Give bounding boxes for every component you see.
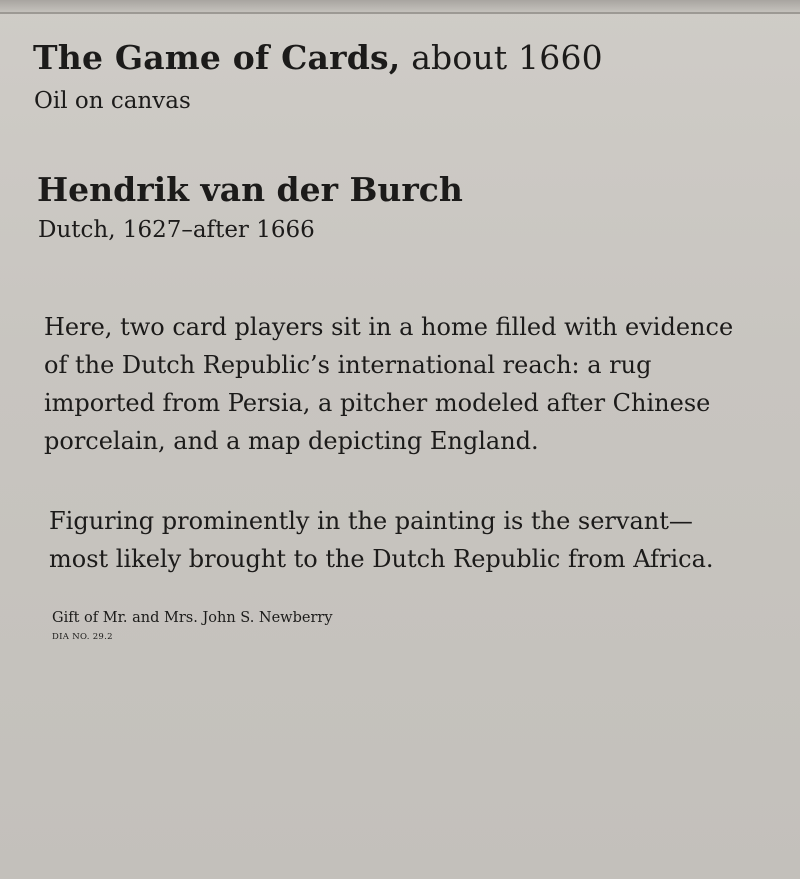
description-line: Figuring prominently in the painting is the servant— — [49, 507, 693, 535]
artwork-title-date: about 1660 — [411, 38, 603, 77]
artwork-title-name: The Game of Cards, — [33, 38, 401, 77]
artist-name: Hendrik van der Burch — [37, 170, 463, 209]
description-line: Here, two card players sit in a home filled with evidence — [44, 313, 734, 341]
artist-nationality-dates: Dutch, 1627–after 1666 — [38, 217, 315, 243]
label-top-divider — [0, 12, 800, 14]
accession-number: DIA NO. 29.2 — [52, 632, 113, 642]
description-paragraph-2 — [49, 502, 769, 578]
description-paragraph-1 — [44, 308, 764, 460]
description-line: most likely brought to the Dutch Republic from Africa. — [49, 545, 714, 573]
credit-line: Gift of Mr. and Mrs. John S. Newberry — [52, 610, 333, 626]
artwork-medium: Oil on canvas — [34, 88, 191, 114]
description-line: of the Dutch Republic’s international reach: a rug — [44, 351, 652, 379]
description-line: imported from Persia, a pitcher modeled after Chinese — [44, 389, 711, 417]
artwork-title — [33, 38, 603, 77]
description-line: porcelain, and a map depicting England. — [44, 427, 539, 455]
